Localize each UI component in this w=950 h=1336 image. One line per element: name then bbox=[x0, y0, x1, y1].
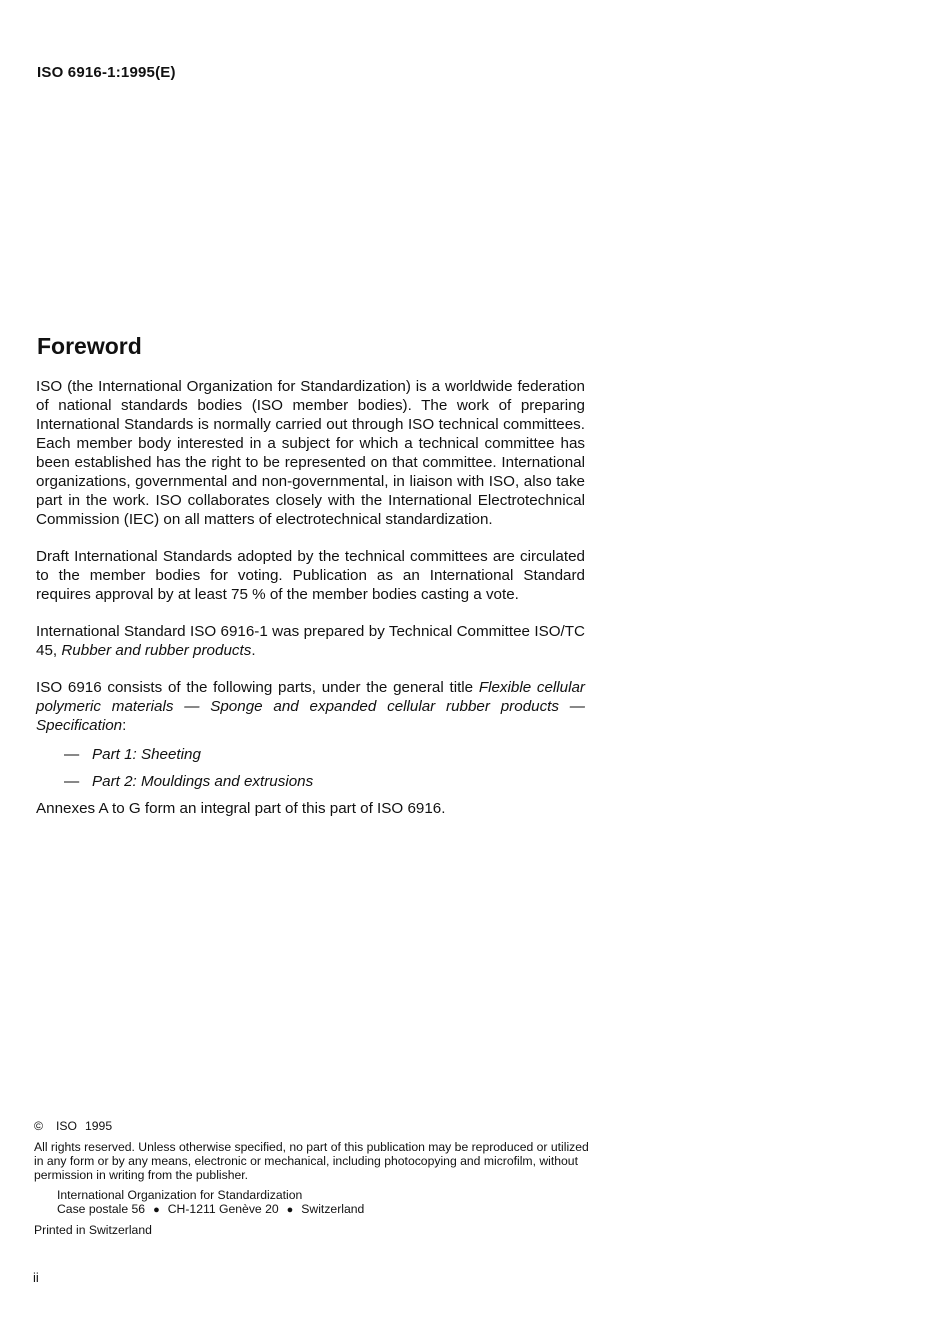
document-header: ISO 6916-1:1995(E) bbox=[37, 64, 176, 81]
annex-note: Annexes A to G form an integral part of this part of ISO 6916. bbox=[36, 800, 446, 817]
foreword-body bbox=[36, 377, 585, 836]
list-item bbox=[64, 745, 585, 764]
page-number: ii bbox=[33, 1270, 39, 1285]
foreword-paragraph-4 bbox=[36, 678, 585, 735]
committee-title: Rubber and rubber products bbox=[61, 642, 252, 659]
part-label: Part 2: Mouldings and extrusions bbox=[92, 773, 314, 790]
postal-box: Case postale 56 bbox=[57, 1202, 146, 1216]
foreword-paragraph-1: ISO (the International Organization for Standardization) is a worldwide federation of national standards bodies (ISO member bodies). The work of preparing International Standards is normally carried out through ISO technical committees. Each member body interested in a subject for which a technical committee has been established has the right to be represented on that committee. International organizations, governmental and non-governmental, in liaison with ISO, also take part in the work. ISO collaborates closely with the International Electrotechnical Commission (IEC) on all matters of electrotechnical standardization. bbox=[36, 378, 585, 528]
copyright-line bbox=[34, 1119, 594, 1133]
dash-marker: — bbox=[64, 746, 80, 763]
general-title: Flexible cellular polymeric materials — Sponge and expanded cellular rubber products — Specification bbox=[36, 679, 585, 734]
bullet-separator: ● bbox=[286, 1204, 294, 1216]
publisher-address bbox=[57, 1188, 594, 1217]
copyright-symbol: © bbox=[34, 1119, 43, 1133]
list-item bbox=[64, 772, 585, 791]
bullet-separator: ● bbox=[153, 1204, 160, 1216]
parts-intro-end: : bbox=[122, 717, 127, 734]
dash-marker: — bbox=[64, 773, 80, 790]
parts-list bbox=[36, 745, 585, 791]
parts-intro-text: ISO 6916 consists of the following parts, under the general title bbox=[36, 679, 479, 696]
copyright-org: ISO bbox=[56, 1119, 77, 1133]
part-label: Part 1: Sheeting bbox=[92, 746, 201, 763]
postal-country: Switzerland bbox=[301, 1202, 365, 1216]
committee-end: . bbox=[251, 642, 256, 659]
publisher-postal bbox=[57, 1202, 594, 1217]
foreword-paragraph-2: Draft International Standards adopted by the technical committees are circulated to the member bodies for voting. Publication as an International Standard requires approval by at least 75 % of the member bodies casting a vote. bbox=[36, 548, 585, 603]
rights-statement: All rights reserved. Unless otherwise specified, no part of this publication may be reproduced or utilized in any form or by any means, electronic or mechanical, including photocopying and microfilm, without permission in writing from the publisher. bbox=[34, 1140, 589, 1182]
committee-text: International Standard ISO 6916-1 was prepared by Technical Committee ISO/TC 45, bbox=[36, 623, 585, 659]
printed-in: Printed in Switzerland bbox=[34, 1223, 152, 1237]
copyright-year: 1995 bbox=[85, 1119, 113, 1133]
foreword-paragraph-3 bbox=[36, 622, 585, 660]
postal-city: CH-1211 Genève 20 bbox=[167, 1202, 279, 1216]
foreword-title: Foreword bbox=[37, 333, 142, 359]
copyright-block bbox=[34, 1119, 594, 1237]
publisher-name: International Organization for Standardization bbox=[57, 1188, 303, 1202]
